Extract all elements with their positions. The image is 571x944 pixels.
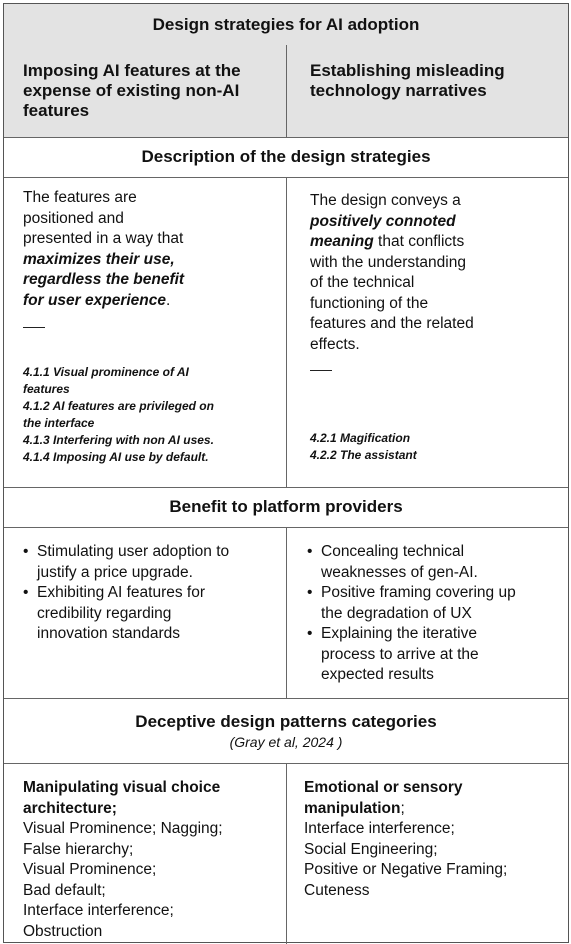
description-right-line: effects. — [310, 335, 360, 353]
column-header-right: Establishing misleading technology narratives — [310, 61, 505, 100]
pattern-category-title: architecture; — [23, 799, 117, 817]
list-item — [23, 583, 283, 645]
list-item-line: the degradation of UX — [321, 604, 472, 622]
section-heading-benefit — [4, 487, 568, 527]
pattern-item: False hierarchy; — [23, 840, 134, 858]
description-right-line: The design conveys a — [310, 192, 461, 209]
column-divider — [286, 45, 287, 137]
separator-dash — [23, 327, 45, 328]
list-item-line: innovation standards — [37, 625, 181, 642]
pattern-category-title: manipulation — [304, 799, 401, 817]
section-heading-description — [4, 137, 568, 177]
pattern-category-title: Manipulating visual choice — [23, 779, 221, 796]
description-left-emphasis: maximizes their use, — [23, 250, 175, 268]
list-item — [307, 624, 565, 686]
description-right-line: of the technical — [310, 274, 415, 291]
section-heading-patterns — [4, 698, 568, 763]
list-item-line: • Positive framing covering up — [321, 584, 516, 601]
list-item — [307, 542, 565, 583]
description-left-line: presented in a way that — [23, 230, 184, 247]
description-right-line: that conflicts — [373, 233, 465, 250]
section-ref: 4.2.1 Magification — [310, 431, 411, 445]
section-ref: 4.1.1 Visual prominence of AI — [23, 365, 189, 379]
section-ref: features — [23, 382, 70, 396]
benefit-right-list — [307, 542, 565, 686]
punctuation: ; — [400, 799, 405, 817]
patterns-left-cell — [23, 778, 283, 942]
benefit-right-cell — [307, 542, 565, 686]
pattern-item: Visual Prominence; — [23, 861, 157, 878]
column-divider — [286, 763, 287, 944]
description-right-emphasis: positively connoted — [310, 212, 456, 230]
pattern-item: Bad default; — [23, 881, 106, 899]
description-right-cell — [310, 191, 560, 355]
table-title: Design strategies for AI adoption — [4, 4, 568, 45]
list-item-line: • Explaining the iterative — [321, 625, 477, 642]
description-left-cell — [23, 188, 278, 311]
description-right-emphasis: meaning — [310, 233, 374, 250]
patterns-right-cell — [304, 778, 566, 901]
description-left-line: The features are — [23, 189, 137, 206]
column-header-left: Imposing AI features at the expense of existing non-AI features — [23, 61, 241, 120]
list-item-line: expected results — [321, 666, 434, 683]
section-ref: 4.2.2 The assistant — [310, 448, 417, 462]
pattern-item: Positive or Negative Framing; — [304, 861, 508, 878]
section-title: Deceptive design patterns categories — [135, 711, 437, 731]
pattern-category-title: Emotional or sensory — [304, 779, 463, 796]
pattern-item: Cuteness — [304, 881, 370, 899]
section-ref: 4.1.2 AI features are privileged on — [23, 399, 214, 413]
list-item-line: • Exhibiting AI features for — [37, 584, 206, 601]
description-left-refs — [23, 364, 278, 466]
pattern-item: Obstruction — [23, 922, 103, 940]
pattern-item: Interface interference; — [304, 820, 455, 837]
description-right-line: with the understanding — [310, 253, 466, 271]
separator-dash — [310, 370, 332, 371]
benefit-left-list — [23, 542, 283, 645]
list-item — [23, 542, 283, 583]
description-right-line: functioning of the — [310, 294, 429, 312]
list-item — [307, 583, 565, 624]
description-left-emphasis: regardless the benefit — [23, 271, 185, 288]
list-item-line: process to arrive at the — [321, 645, 479, 663]
citation: (Gray et al, 2024 ) — [229, 733, 343, 750]
description-right-refs — [310, 430, 560, 464]
pattern-item: Social Engineering; — [304, 840, 438, 858]
list-item-line: • Stimulating user adoption to — [37, 543, 230, 560]
section-ref: 4.1.3 Interfering with non AI uses. — [23, 433, 214, 447]
column-divider — [286, 527, 287, 698]
section-ref: 4.1.4 Imposing AI use by default. — [23, 450, 209, 464]
list-item-line: justify a price upgrade. — [37, 563, 193, 581]
description-right-line: features and the related — [310, 315, 474, 332]
description-left-line: positioned and — [23, 209, 124, 227]
strategies-table — [3, 3, 569, 943]
section-ref: the interface — [23, 416, 95, 430]
section-title: Description of the design strategies — [141, 147, 431, 166]
benefit-left-cell — [23, 542, 283, 645]
punctuation: . — [166, 291, 171, 309]
column-divider — [286, 177, 287, 487]
section-title: Benefit to platform providers — [169, 497, 403, 516]
pattern-item: Interface interference; — [23, 902, 174, 919]
list-item-line: credibility regarding — [37, 604, 172, 622]
list-item-line: • Concealing technical — [321, 543, 465, 560]
list-item-line: weaknesses of gen-AI. — [321, 563, 478, 581]
description-left-emphasis: for user experience — [23, 291, 167, 309]
pattern-item: Visual Prominence; Nagging; — [23, 820, 223, 837]
